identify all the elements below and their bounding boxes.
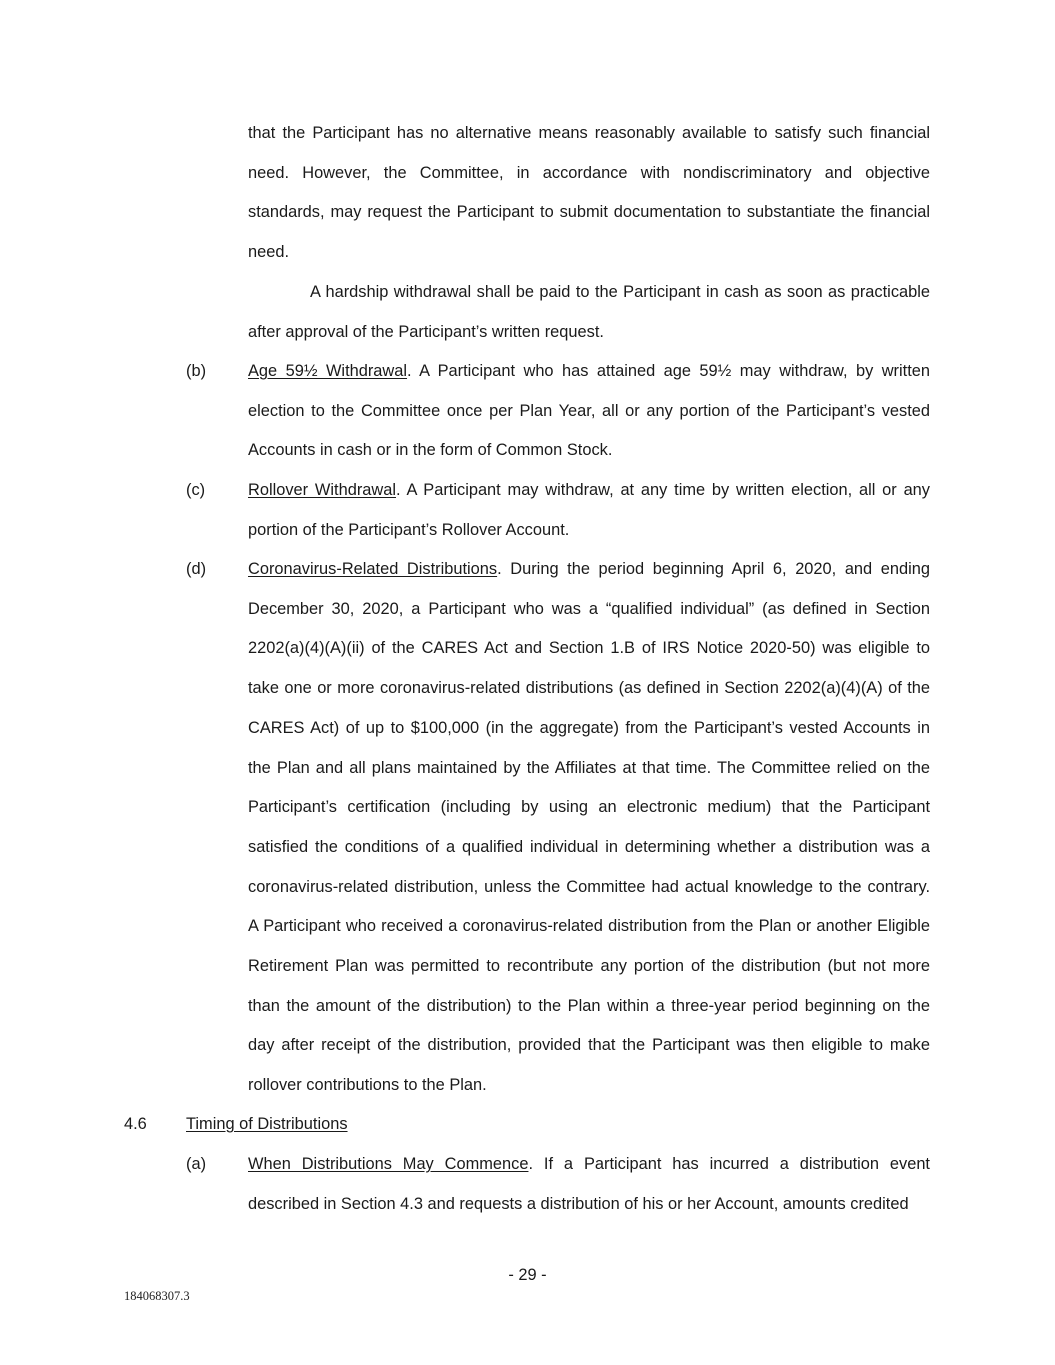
document-id: 184068307.3	[124, 1289, 190, 1303]
item-label-d: (d)	[186, 560, 207, 578]
item-label-b: (b)	[186, 362, 207, 380]
section-title: Timing of Distributions	[186, 1115, 348, 1133]
subitem-a-text: . If a Participant has incurred a distribution event described in Section 4.3 and requests a distribution of his or her Account, amounts credited	[248, 1155, 930, 1213]
item-c-paragraph	[248, 471, 930, 550]
subitem-label-a: (a)	[186, 1155, 207, 1173]
item-b-heading: Age 59½ Withdrawal	[248, 362, 408, 380]
item-b-paragraph	[248, 352, 930, 471]
item-c-heading: Rollover Withdrawal	[248, 481, 396, 499]
page-number: - 29 -	[508, 1266, 547, 1284]
section-number: 4.6	[124, 1115, 147, 1133]
item-c-text: . A Participant may withdraw, at any time by written election, all or any portion of the Participant’s Rollover Account.	[248, 481, 930, 539]
paragraph-continuation: that the Participant has no alternative means reasonably available to satisfy such financial need. However, the Committee, in accordance with nondiscriminatory and objective standards, may request the Participant to submit documentation to substantiate the financial need.	[248, 124, 930, 262]
subitem-a-heading: When Distributions May Commence	[248, 1155, 529, 1173]
item-d-heading: Coronavirus-Related Distributions	[248, 560, 498, 578]
item-label-c: (c)	[186, 481, 206, 499]
paragraph-hardship-payment: A hardship withdrawal shall be paid to the Participant in cash as soon as practicable after approval of the Participant’s written request.	[248, 283, 930, 341]
item-d-text: . During the period beginning April 6, 2020, and ending December 30, 2020, a Participant who was a “qualified individual” (as defined in Section 2202(a)(4)(A)(ii) of the CARES Act and Section 1.B of IRS Notice 2020-50) was eligible to take one or more coronavirus-related distributions (as defined in Section 2202(a)(4)(A) of the CARES Act) of up to $100,000 (in the aggregate) from the Participant’s vested Accounts in the Plan and all plans maintained by the Affiliates at that time. The Committee relied on the Participant’s certification (including by using an electronic medium) that the Participant satisfied the conditions of a qualified individual in determining whether a distribution was a coronavirus-related distribution, unless the Committee had actual knowledge to the contrary. A Participant who received a coronavirus-related distribution from the Plan or another Eligible Retirement Plan was permitted to recontribute any portion of the distribution (but not more than the amount of the distribution) to the Plan within a three-year period beginning on the day after receipt of the distribution, provided that the Participant was then eligible to make rollover contributions to the Plan.	[248, 560, 930, 1095]
item-d-paragraph	[248, 550, 930, 1106]
item-b-text: . A Participant who has attained age 59½ may withdraw, by written election to the Committee once per Plan Year, all or any portion of the Participant’s vested Accounts in cash or in the form of Common Stock.	[248, 362, 930, 460]
subitem-a-paragraph	[248, 1145, 930, 1224]
